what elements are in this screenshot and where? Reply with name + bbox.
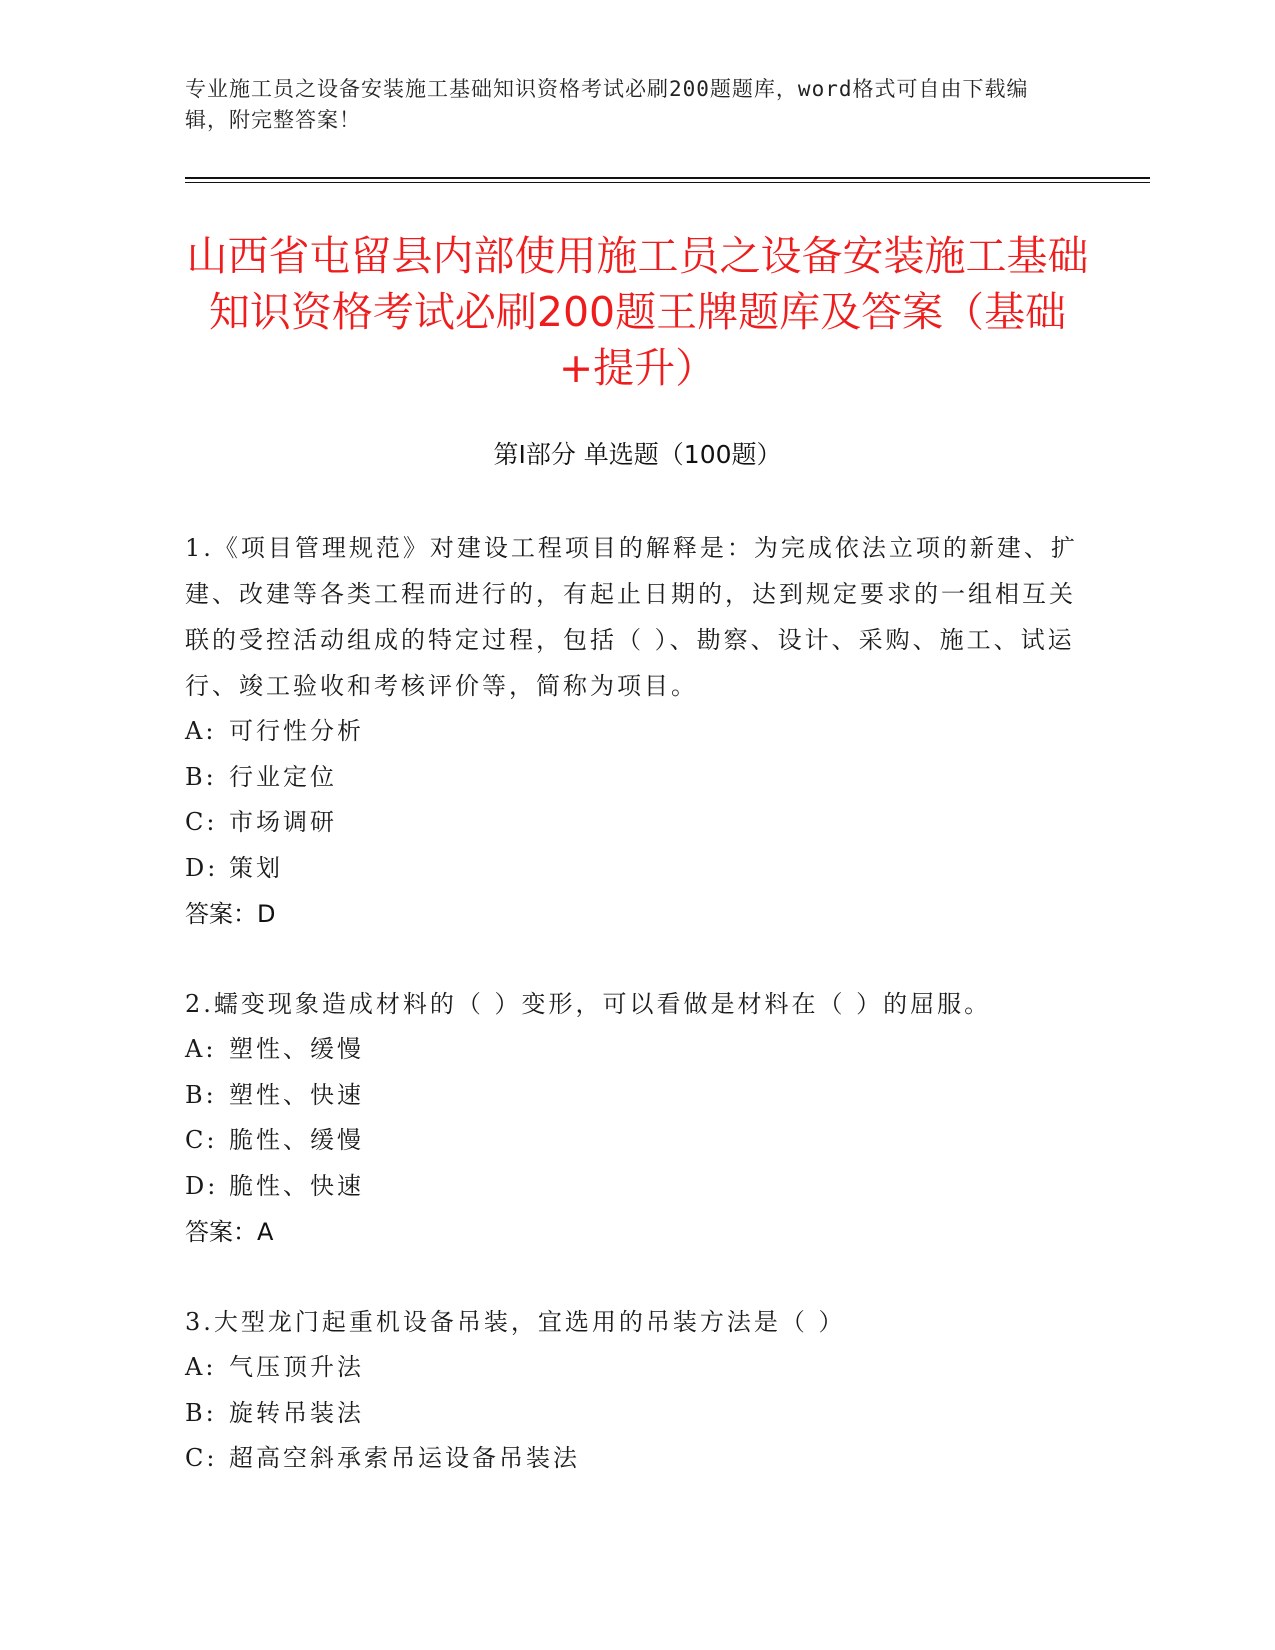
option-key: C: [185,808,218,836]
option-d [185,1164,1090,1210]
option-text: 可行性分析 [229,717,364,745]
option-a [185,1027,1090,1073]
option-b [185,755,1090,801]
option-key: D: [185,853,219,882]
header-note: 专业施工员之设备安装施工基础知识资格考试必刷200题题库，word格式可自由下载编辑，附完整答案！ [185,77,1029,132]
option-text: 超高空斜承索吊运设备吊装法 [229,1444,580,1472]
question-stem: 3.大型龙门起重机设备吊装，宜选用的吊装方法是（ ） [185,1308,846,1336]
option-c [185,800,1090,846]
section-title: 第I部分 单选题（100题） [493,440,782,469]
option-b [185,1391,1090,1437]
option-text: 脆性、快速 [229,1171,364,1200]
option-d [185,846,1090,892]
question-stem: 2.蠕变现象造成材料的（ ）变形，可以看做是材料在（ ）的屈服。 [185,990,992,1018]
option-text: 脆性、缓慢 [229,1126,364,1154]
answer-line: 答案：D [185,900,276,928]
option-c [185,1118,1090,1164]
question-3 [185,1299,1090,1482]
option-key: D: [185,1171,219,1200]
option-key: A: [185,1353,217,1381]
option-text: 塑性、缓慢 [229,1035,364,1063]
option-text: 策划 [229,853,283,882]
option-a [185,709,1090,755]
option-text: 气压顶升法 [229,1353,364,1381]
document-title: 山西省屯留县内部使用施工员之设备安装施工基础知识资格考试必刷200题王牌题库及答案（基础+提升） [186,232,1089,392]
question-stem: 1.《项目管理规范》对建设工程项目的解释是：为完成依法立项的新建、扩建、改建等各类工程而进行的，有起止日期的，达到规定要求的一组相互关联的受控活动组成的特定过程，包括（ ）、勘察、设计、采购、施工、试运行、竣工验收和考核评价等，简称为项目。 [185,534,1078,700]
option-a [185,1345,1090,1391]
option-key: B: [185,762,217,791]
option-c [185,1436,1090,1482]
option-text: 市场调研 [229,808,337,836]
option-key: C: [185,1444,218,1472]
option-b [185,1073,1090,1119]
option-key: C: [185,1126,218,1154]
option-text: 塑性、快速 [229,1080,364,1109]
question-list [185,525,1090,1526]
header-rule-thick [185,177,1150,179]
question-1 [185,525,1090,937]
option-key: B: [185,1080,217,1109]
option-key: A: [185,717,217,745]
option-key: B: [185,1398,217,1427]
header-rule-thin [185,182,1150,183]
answer-line: 答案：A [185,1218,274,1246]
option-text: 行业定位 [229,762,337,791]
question-2 [185,981,1090,1255]
option-key: A: [185,1035,217,1063]
option-text: 旋转吊装法 [229,1398,364,1427]
